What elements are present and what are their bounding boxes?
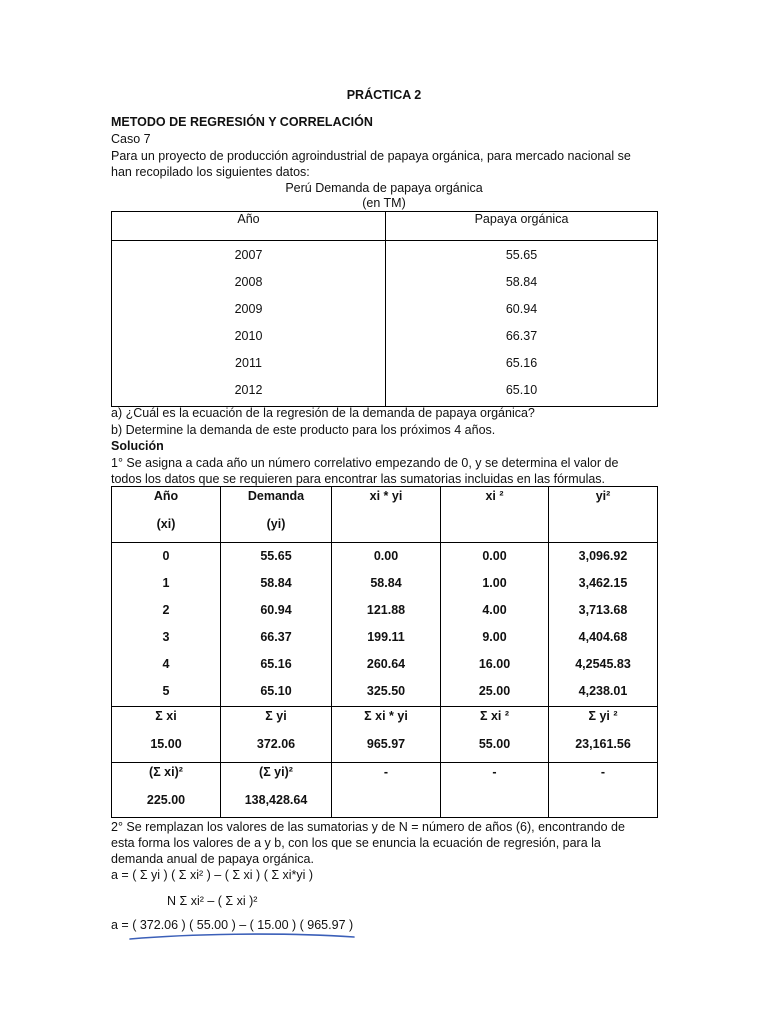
sum-xi-cell: Σ xi 15.00	[112, 707, 221, 763]
sq-yi-cell: (Σ yi)² 138,428.64	[221, 763, 332, 818]
papaya-column	[386, 241, 658, 407]
solution-heading: Solución	[111, 439, 164, 453]
yi-cell: 66.37	[260, 630, 292, 644]
formula-numerator: a = ( Σ yi ) ( Σ xi² ) – ( Σ xi ) ( Σ xi*yi )	[111, 868, 314, 882]
intro-line-1: Para un proyecto de producción agroindustrial de papaya orgánica, para mercado nacional se	[111, 149, 631, 163]
year-cell: 2011	[235, 356, 262, 370]
xiyi-cell: 260.64	[366, 657, 406, 671]
section-heading: METODO DE REGRESIÓN Y CORRELACIÓN	[111, 115, 373, 129]
sum-yi-cell: Σ yi 372.06	[221, 707, 332, 763]
value-cell: 65.10	[505, 383, 538, 397]
yi-cell: 58.84	[260, 576, 292, 590]
table1-caption: Perú Demanda de papaya orgánica	[285, 181, 483, 195]
case-label: Caso 7	[111, 132, 151, 146]
sum-yi2-cell: Σ yi ² 23,161.56	[549, 707, 658, 763]
xiyi-cell: 121.88	[366, 603, 406, 617]
yi-cell: 65.10	[260, 684, 292, 698]
dash-cell: -	[549, 763, 658, 818]
step2-line-3: demanda anual de papaya orgánica.	[111, 852, 314, 866]
xiyi-cell: 199.11	[367, 630, 405, 644]
xi2-cell: 16.00	[478, 657, 511, 671]
yi-cell: 60.94	[260, 603, 292, 617]
xiyi-cell: 0.00	[373, 549, 399, 563]
value-cell: 60.94	[505, 302, 538, 316]
step1-line-2: todos los datos que se requieren para encontrar las sumatorias incluidas en las fórmulas.	[111, 472, 606, 486]
value-cell: 55.65	[505, 248, 538, 262]
year-column	[112, 241, 386, 407]
header-xiyi: xi * yi	[332, 487, 441, 543]
xiyi-cell: 58.84	[370, 576, 402, 590]
column-header-year: Año	[112, 212, 386, 241]
xi-cell: 5	[162, 684, 170, 698]
yi2-cell: 4,2545.83	[575, 657, 631, 671]
xi-column	[112, 543, 221, 707]
value-cell: 65.16	[505, 356, 538, 370]
header-yi: Demanda (yi)	[221, 487, 332, 543]
yi2-column	[549, 543, 658, 707]
yi-cell: 55.65	[260, 549, 292, 563]
yi-cell: 65.16	[260, 657, 292, 671]
formula-substitution: a = ( 372.06 ) ( 55.00 ) – ( 15.00 ) ( 965.97 )	[111, 918, 354, 932]
year-cell: 2009	[234, 302, 263, 316]
xi2-cell: 0.00	[482, 549, 507, 563]
header-yi2: yi²	[549, 487, 658, 543]
sum-xi2-cell: Σ xi ² 55.00	[441, 707, 549, 763]
year-cell: 2012	[234, 383, 263, 397]
question-a: a) ¿Cuál es la ecuación de la regresión de la demanda de papaya orgánica?	[111, 406, 535, 420]
xi2-column	[441, 543, 549, 707]
header-xi: Año (xi)	[112, 487, 221, 543]
yi2-cell: 4,404.68	[578, 630, 628, 644]
xi2-cell: 1.00	[482, 576, 507, 590]
xi-cell: 2	[162, 603, 170, 617]
yi2-cell: 3,462.15	[578, 576, 628, 590]
yi2-cell: 4,238.01	[578, 684, 628, 698]
handwritten-underline	[128, 931, 358, 945]
formula-denominator: N Σ xi² – ( Σ xi )²	[167, 894, 258, 908]
sum-xiyi-cell: Σ xi * yi 965.97	[332, 707, 441, 763]
xi-cell: 3	[162, 630, 170, 644]
yi2-cell: 3,096.92	[578, 549, 628, 563]
table1-unit: (en TM)	[362, 196, 406, 210]
xi-cell: 1	[162, 576, 170, 590]
value-cell: 58.84	[505, 275, 538, 289]
demand-table	[111, 211, 658, 407]
xiyi-cell: 325.50	[366, 684, 406, 698]
yi-column	[221, 543, 332, 707]
dash-cell: -	[332, 763, 441, 818]
header-xi2: xi ²	[441, 487, 549, 543]
dash-cell: -	[441, 763, 549, 818]
xiyi-column	[332, 543, 441, 707]
xi-cell: 0	[162, 549, 170, 563]
xi2-cell: 25.00	[478, 684, 511, 698]
xi2-cell: 9.00	[482, 630, 507, 644]
year-cell: 2010	[234, 329, 263, 343]
step2-line-1: 2° Se remplazan los valores de las sumatorias y de N = número de años (6), encontrando de	[111, 820, 625, 834]
column-header-papaya: Papaya orgánica	[386, 212, 658, 241]
step1-line-1: 1° Se asigna a cada año un número correlativo empezando de 0, y se determina el valor de	[111, 456, 619, 470]
sq-xi-cell: (Σ xi)² 225.00	[112, 763, 221, 818]
intro-line-2: han recopilado los siguientes datos:	[111, 165, 310, 179]
sums-table	[111, 486, 658, 818]
page-title: PRÁCTICA 2	[346, 88, 422, 102]
xi2-cell: 4.00	[482, 603, 507, 617]
year-cell: 2007	[234, 248, 263, 262]
step2-line-2: esta forma los valores de a y b, con los que se enuncia la ecuación de regresión, para la	[111, 836, 601, 850]
question-b: b) Determine la demanda de este producto para los próximos 4 años.	[111, 423, 496, 437]
yi2-cell: 3,713.68	[578, 603, 628, 617]
value-cell: 66.37	[505, 329, 538, 343]
year-cell: 2008	[234, 275, 263, 289]
xi-cell: 4	[162, 657, 170, 671]
